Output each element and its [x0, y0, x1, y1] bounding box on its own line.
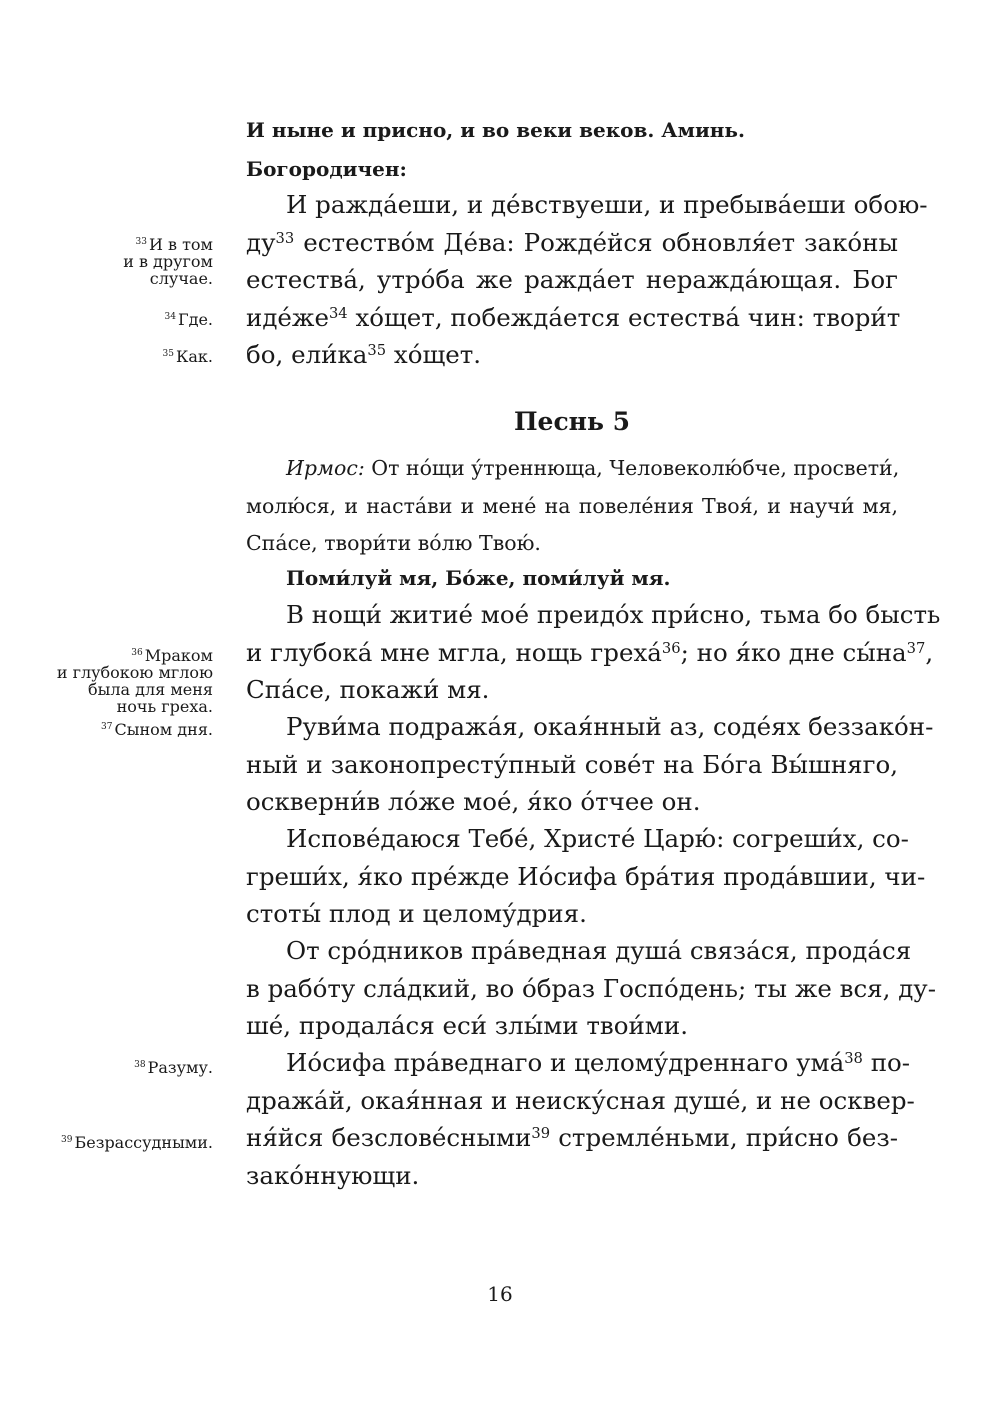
text-line: Спáсе, твори́ти вóлю Твою́.	[246, 531, 541, 555]
troparion-1	[246, 596, 941, 709]
text-line: идéже$^{34}$ хóщет, побеждáется естествá чин: твори́т	[246, 302, 901, 332]
margin-note-36: $^{36}$ Мраком и глубокою мглою была для меня ночь греха.	[56, 646, 213, 716]
text-line: стоты́ плод и целому́дрия.	[246, 899, 587, 928]
glory-line: И ныне и присно, и во веки веков. Аминь.	[246, 118, 745, 142]
text-line: $ду^{33}$ естествóм Дéва: Рождéйся обновля́ет закóны	[246, 227, 898, 257]
text-line: закóннующи.	[246, 1160, 420, 1190]
refrain: Поми́луй мя, Бóже, поми́луй мя.	[286, 566, 671, 590]
margin-note-35: $^{35}$ Как.	[162, 347, 213, 366]
troparion-4	[246, 932, 936, 1045]
theotokion-text	[246, 186, 928, 374]
text-line: естествá, утрóба же раждáет нераждáющая. Бог	[246, 265, 898, 294]
footnote-ref: 39	[531, 1124, 551, 1142]
text-line: И раждáеши, и дéвствуеши, и пребывáеши обою-	[286, 190, 928, 219]
footnote-ref: 35	[367, 341, 387, 359]
irmos-label: Ирмос:	[286, 456, 365, 480]
footnote-ref: 38	[844, 1049, 863, 1067]
text-line: молю́ся, и настáви и менé на повелéния Твоя́, и научи́ мя,	[246, 493, 898, 518]
footnote-ref: 37	[906, 639, 926, 657]
text-line: ный и законопресту́пный совéт на Бóга Вы́шняго,	[246, 749, 898, 779]
text-line: В нощи́ житиé моé преидóх при́сно, тьма бо бысть	[286, 600, 941, 629]
text-line: Исповéдаюся Тебé, Христé Царю́: согреши́х, со-	[286, 824, 909, 853]
page-number: 16	[487, 1282, 513, 1306]
footnote-ref: 36	[661, 639, 681, 657]
text-line: шé, продалáся еси́ злы́ми твои́ми.	[246, 1011, 688, 1040]
text-line: Иóсифа прáведнаго и целому́дреннаго умá$^{38}$ по-	[286, 1048, 911, 1077]
text-line: Ирмос: От нóщи у́треннюща, Человеколю́бче, просвети́,	[286, 456, 900, 480]
footnote-ref: 33	[275, 229, 295, 247]
troparion-3	[246, 820, 926, 933]
text-line: Руви́ма подражáя, окая́нный аз, содéях беззакóн-	[286, 712, 934, 741]
irmos	[246, 450, 898, 563]
text-line: ня́йся безсловéсными$^{39}$ стремлéньми, при́сно без-	[246, 1123, 898, 1152]
footnote-ref: 34	[328, 304, 348, 322]
text-line: и глубокá мне мгла, нощь грехá$^{36}$; но я́ко дне $сы́на^{37}$,	[246, 637, 934, 667]
text-line: бо, $ели́ка^{35}$ хóщет.	[246, 340, 482, 369]
troparion-5	[246, 1044, 915, 1194]
text-line: От срóдников прáведная душá связáся, продáся	[286, 936, 912, 965]
text-line: Спáсе, покажи́ мя.	[246, 675, 490, 704]
margin-note-38: $^{38}$ Разуму.	[134, 1058, 213, 1077]
song-title: Песнь 5	[513, 407, 631, 436]
text-line: греши́х, я́ко прéжде Иóсифа бра́тия продáвшии, чи-	[246, 861, 926, 891]
troparion-2	[246, 708, 934, 821]
margin-note-33: $^{33}$ И в том и в другом случае.	[123, 235, 213, 288]
margin-note-34: $^{34}$ Где.	[164, 310, 213, 329]
text-line: в рабóту слáдкий, во óбраз Госпóдень; ты же вся, ду-	[246, 973, 936, 1003]
margin-note-37: $^{37}$ Сыном дня.	[101, 720, 213, 739]
text-line: дражáй, окая́нная и неиску́сная душé, и не осквер-	[246, 1085, 915, 1115]
text-line: оскверни́в лóже моé, я́ко óтчее он.	[246, 787, 701, 816]
theotokion-label: Богородичен:	[246, 157, 407, 181]
margin-note-39: $^{39}$ Безрассудными.	[61, 1133, 213, 1152]
